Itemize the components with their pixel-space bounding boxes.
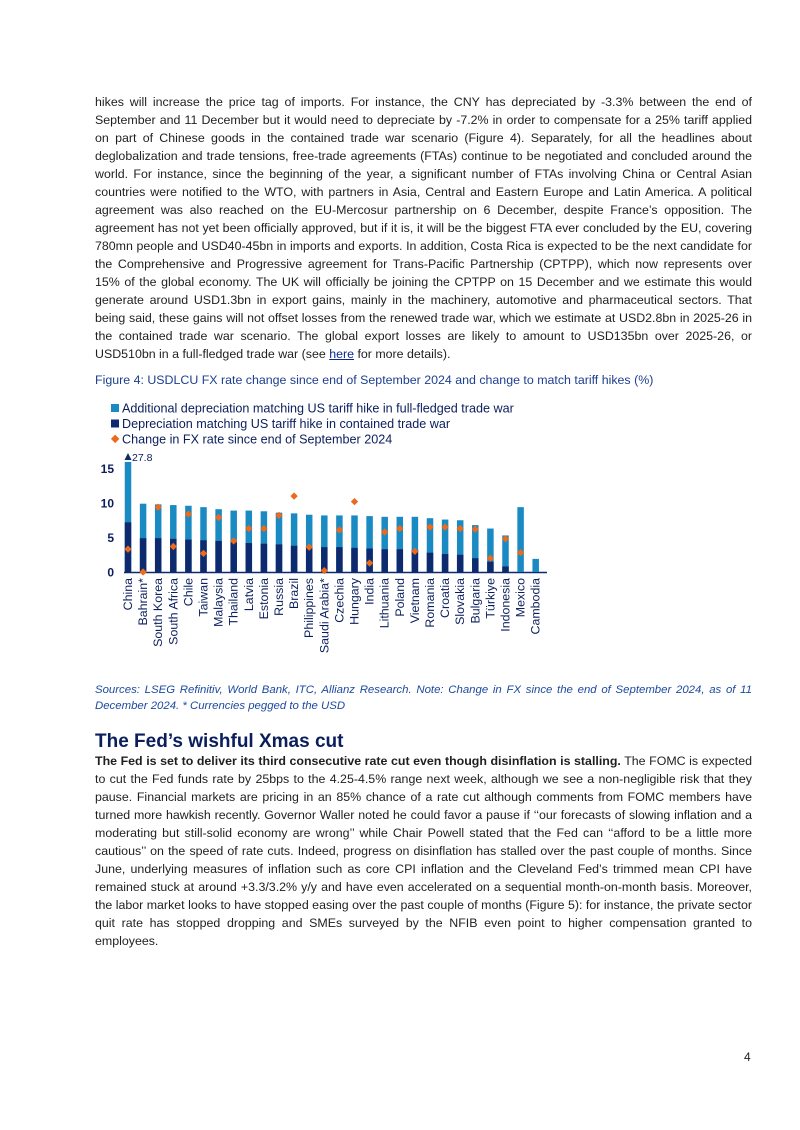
bar-base-czechia xyxy=(336,547,343,572)
bar-base-poland xyxy=(397,549,404,572)
figure-title: Figure 4: USDLCU FX rate change since end of September 2024 and change to match tariff hikes (%) xyxy=(95,373,654,387)
legend-label-additional-depreciation-matching-us-tariff-hike-in-full-fledged-trade-war: Additional depreciation matching US tariff hike in full-fledged trade war xyxy=(122,401,514,416)
x-label-malaysia: Malaysia xyxy=(211,578,226,627)
x-label-hungary: Hungary xyxy=(347,578,362,625)
bar-base-hungary xyxy=(351,548,358,572)
bar-base-lithuania xyxy=(381,549,388,572)
bar-total-cambodia xyxy=(532,559,539,572)
legend-swatch-depreciation-matching-us-tariff-hike-in-contained-trade-war xyxy=(111,420,119,428)
y-tick-label-5: 5 xyxy=(107,531,114,545)
x-label-slovakia: Slovakia xyxy=(453,578,468,625)
fx-chart xyxy=(95,398,565,673)
intro-paragraph-text: hikes will increase the price tag of imports. For instance, the CNY has depreciated by -3.3% between the end of September and 11 December but it would need to depreciate by -7.2% in order to compensate for a 25% tariff applied on part of Chinese goods in the contained trade war scenario (Figure 4). Separately, for all the headlines about deglobalization and trade tensions, free-trade agreements (FTAs) continue to be negotiated and concluded around the world. For instance, since the beginning of the year, a significant number of FTAs involving China or Central Asian countries were notified to the WTO, with partners in Asia, Central and Eastern Europe and Latin America. A political agreement was also reached on the EU-Mercosur partnership on 6 December, despite France’s opposition. The agreement has not yet been officially approved, but if it is, it will be the biggest FTA ever concluded by the EU, covering 780mn people and USD40-45bn in imports and exports. In addition, Costa Rica is expected to be the next candidate for the Comprehensive and Progressive agreement for Trans-Pacific Partnership (CPTPP), which now represents over 15% of the global economy. The UK will officially be joining the CPTPP on 15 December and we estimate this would generate around USD1.3bn in export gains, mainly in the machinery, automotive and pharmaceutical sectors. That being said, these gains will not offset losses from the renewed trade war, which we estimate at USD2.8bn in 2025-26 in the contained trade war scenario. The global export losses are likely to amount to USD135bn over 2025-26, or USD510bn in a full-fledged trade war (see xyxy=(95,95,752,361)
y-tick-label-0: 0 xyxy=(107,565,114,580)
x-label-south-korea: South Korea xyxy=(151,578,166,647)
x-label-bahrain: Bahrain* xyxy=(136,578,151,626)
legend-label-depreciation-matching-us-tariff-hike-in-contained-trade-war: Depreciation matching US tariff hike in contained trade war xyxy=(122,417,451,431)
fx-marker-hungary xyxy=(351,498,358,505)
x-label-czechia: Czechia xyxy=(332,578,347,623)
legend-swatch-change-in-fx-rate-since-end-of-september-2024 xyxy=(111,435,119,443)
legend-swatch-additional-depreciation-matching-us-tariff-hike-in-full-fledged-trade-war xyxy=(111,404,119,412)
x-label-indonesia: Indonesia xyxy=(498,578,513,632)
chart-x-labels xyxy=(121,577,543,653)
bar-base-bahrain xyxy=(140,538,147,572)
bar-base-slovakia xyxy=(457,555,464,572)
x-label-vietnam: Vietnam xyxy=(407,578,422,624)
x-label-latvia: Latvia xyxy=(241,578,256,612)
x-label-taiwan: Taiwan xyxy=(196,578,211,617)
legend-label-change-in-fx-rate-since-end-of-september-2024: Change in FX rate since end of September 2024 xyxy=(122,432,393,447)
bar-total-mexico xyxy=(517,507,524,572)
x-label-croatia: Croatia xyxy=(438,578,453,618)
x-label-russia: Russia xyxy=(272,578,286,616)
page-number: 4 xyxy=(744,1050,751,1064)
figure-source-note: Sources: LSEG Refinitiv, World Bank, ITC, Allianz Research. Note: Change in FX since the end of September 2024, as of 11 December 2024. * Currencies pegged to the USD xyxy=(95,684,752,712)
intro-paragraph-tail: for more details). xyxy=(354,347,451,361)
x-label-mexico: Mexico xyxy=(513,578,528,618)
section-title: The Fed’s wishful Xmas cut xyxy=(95,731,344,752)
section-lead: The Fed is set to deliver its third consecutive rate cut even though disinflation is stalling. xyxy=(95,754,621,768)
overflow-arrow-china xyxy=(125,453,132,460)
x-label-bulgaria: Bulgaria xyxy=(468,578,483,624)
x-label-philippines: Philippines xyxy=(302,578,317,638)
overflow-label-china: 27.8 xyxy=(132,452,153,464)
here-link[interactable]: here xyxy=(329,347,354,361)
chart-legend xyxy=(111,402,514,447)
x-label-south-africa: South Africa xyxy=(166,578,181,645)
bar-base-brazil xyxy=(291,546,298,572)
x-label-india: India xyxy=(362,578,377,605)
bar-base-t-rkiye xyxy=(487,562,494,572)
x-label-chile: Chile xyxy=(181,578,196,607)
bar-base-malaysia xyxy=(215,541,222,572)
section-text: The FOMC is expected to cut the Fed funds rate by 25bps to the 4.25-4.5% range next week, although we see a non-negligible risk that they pause. Financial markets are pricing in an 85% chance of a rate cut although comments from FOMC members have turned more hawkish recently. Governor Waller noted he could favor a pause if ‘‘our forecasts of slowing inflation and a moderating but still-solid economy are wrong’’ while Chair Powell stated that the Fed can ‘‘afford to be a little more cautious’’ on the speed of rate cuts. Indeed, progress on disinflation has stalled over the past couple of months. Since June, underlying measures of inflation such as core CPI inflation and the Cleveland Fed’s trimmed mean CPI have remained stuck at around +3.3/3.2% y/y and have even accelerated on a sequential month-on-month basis. Moreover, the labor market looks to have stopped easing over the past couple of months (Figure 5): for instance, the private sector quit rate has stopped dropping and SMEs surveyed by the NFIB even point to higher compensation granted to employees. xyxy=(95,754,752,948)
fx-marker-brazil xyxy=(290,492,297,499)
bar-base-thailand xyxy=(230,542,237,572)
x-label-poland: Poland xyxy=(392,578,407,617)
y-tick-label-15: 15 xyxy=(100,462,114,476)
chart-bars xyxy=(125,452,539,572)
bar-base-estonia xyxy=(261,544,268,572)
x-label-t-rkiye: Türkiye xyxy=(483,578,498,619)
bar-base-romania xyxy=(427,553,434,572)
x-label-brazil: Brazil xyxy=(287,578,302,609)
bar-base-south-korea xyxy=(155,538,162,572)
section-paragraph xyxy=(95,752,752,950)
bar-base-croatia xyxy=(442,554,449,572)
bar-base-russia xyxy=(276,544,283,572)
x-label-saudi-arabia: Saudi Arabia* xyxy=(317,578,332,654)
x-label-romania: Romania xyxy=(423,578,437,628)
bar-base-bulgaria xyxy=(472,558,479,572)
x-label-thailand: Thailand xyxy=(226,578,241,626)
bar-base-chile xyxy=(185,540,192,572)
x-label-estonia: Estonia xyxy=(256,578,271,620)
intro-paragraph xyxy=(95,93,752,363)
x-label-cambodia: Cambodia xyxy=(528,578,543,635)
x-label-lithuania: Lithuania xyxy=(377,578,392,629)
bar-base-latvia xyxy=(246,543,253,572)
bar-base-indonesia xyxy=(502,566,509,572)
x-label-china: China xyxy=(121,578,135,611)
y-tick-label-10: 10 xyxy=(100,496,114,511)
